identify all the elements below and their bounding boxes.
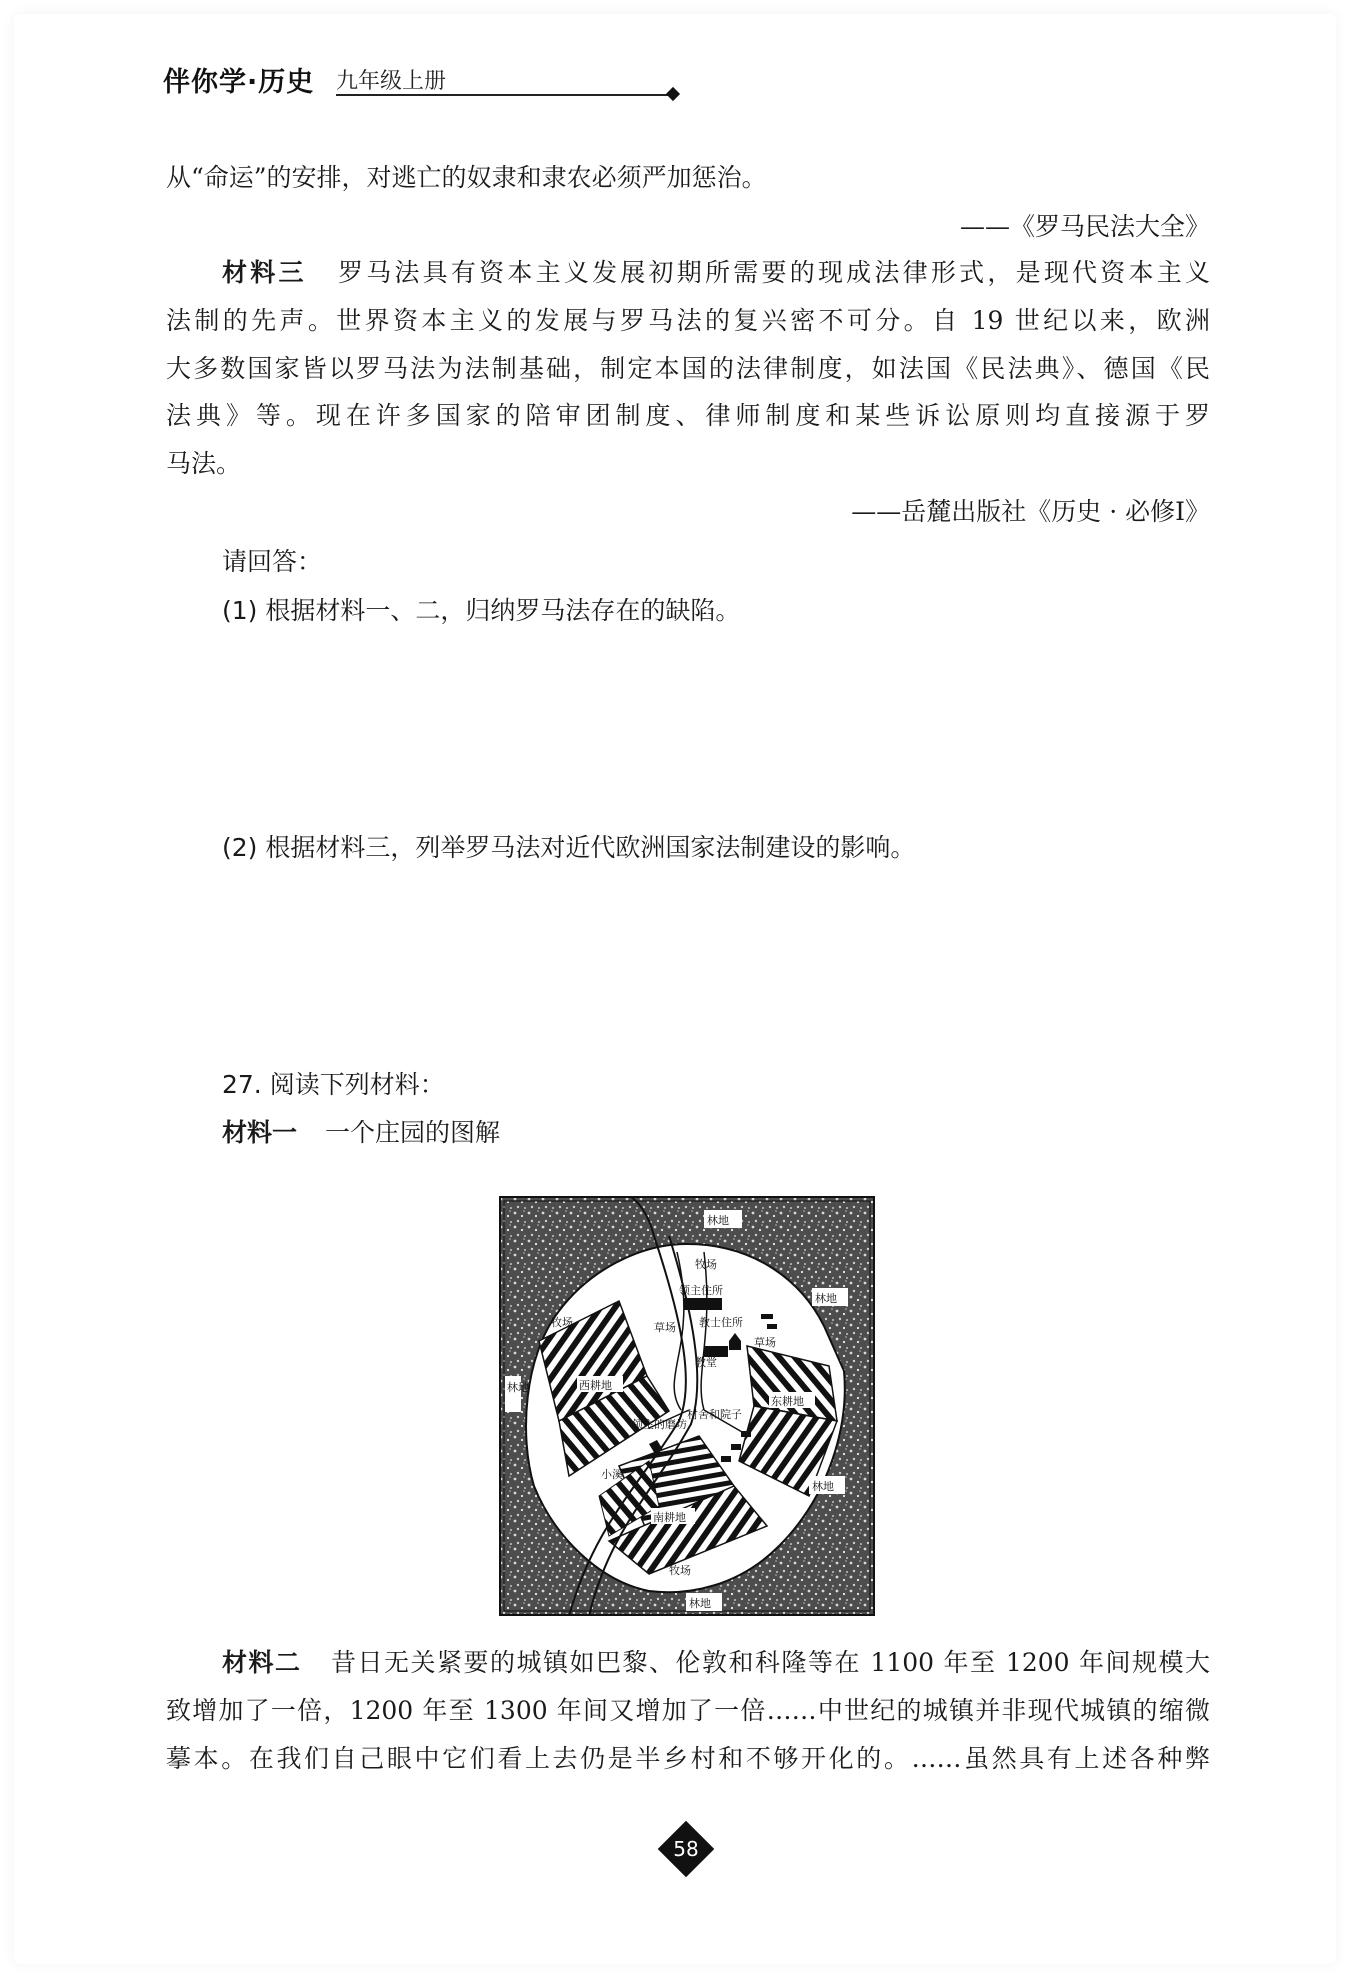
header-rule [336, 94, 671, 96]
material-three-label: 材料三 [222, 258, 307, 287]
manor-diagram-svg [499, 1196, 875, 1616]
grade-label: 九年级上册 [336, 69, 447, 94]
lord-house-icon [684, 1298, 722, 1310]
label-village: 村舍和院子 [687, 1408, 742, 1421]
question-2: (2) 根据材料三，列举罗马法对近代欧洲国家法制建设的影响。 [222, 833, 916, 862]
label-stream: 小溪 [601, 1468, 623, 1481]
page-number: 58 [673, 1837, 699, 1861]
material-three-text: 罗马法具有资本主义发展初期所需要的现成法律形式，是现代资本主义 [334, 258, 1210, 287]
text-line: 马法。 [166, 449, 242, 478]
question-1: (1) 根据材料一、二，归纳罗马法存在的缺陷。 [222, 596, 741, 625]
page-header [163, 56, 523, 104]
page-number-badge [661, 1824, 711, 1874]
question-prompt: 请回答： [222, 547, 323, 576]
material-two-label: 材料二 [222, 1648, 302, 1677]
label-forest-southeast: 林地 [812, 1480, 834, 1493]
label-church: 教堂 [695, 1356, 717, 1369]
label-priest-house: 教士住所 [699, 1316, 743, 1329]
manor-diagram [499, 1196, 875, 1616]
source-citation: ——《罗马民法大全》 [959, 212, 1210, 241]
label-west-field: 西耕地 [579, 1379, 612, 1392]
label-lord-mill: 领主的磨坊 [632, 1418, 687, 1431]
text-line: 法典》等。现在许多国家的陪审团制度、律师制度和某些诉讼原则均直接源于罗 [166, 401, 1210, 430]
label-pasture-north: 牧场 [695, 1258, 717, 1271]
label-meadow-east: 草场 [754, 1336, 776, 1349]
text-line: 大多数国家皆以罗马法为法制基础，制定本国的法律制度，如法国《民法典》、德国《民 [166, 354, 1210, 383]
label-pasture-south: 牧场 [669, 1564, 691, 1577]
label-pasture-west: 牧场 [551, 1316, 573, 1329]
label-east-field: 东耕地 [771, 1395, 804, 1408]
material-one-label: 材料一 [222, 1118, 298, 1147]
material-two-text: 昔日无关紧要的城镇如巴黎、伦敦和科隆等在 1100 年至 1200 年间规模大 [329, 1648, 1210, 1677]
text-line: 摹本。在我们自己眼中它们看上去仍是半乡村和不够开化的。……虽然具有上述各种弊 [166, 1744, 1210, 1773]
material-one-title: 一个庄园的图解 [325, 1118, 501, 1147]
source-citation: ——岳麓出版社《历史 · 必修Ⅰ》 [851, 497, 1210, 526]
material-two-line [222, 1646, 1210, 1680]
text-line: 法制的先声。世界资本主义的发展与罗马法的复兴密不可分。自 19 世纪以来，欧洲 [166, 306, 1210, 335]
label-south-field: 南耕地 [653, 1511, 686, 1524]
question-27: 27. 阅读下列材料： [222, 1070, 445, 1099]
material-three-line [222, 256, 1210, 290]
text-line: 从“命运”的安排，对逃亡的奴隶和隶农必须严加惩治。 [166, 163, 767, 192]
text-line: 致增加了一倍，1200 年至 1300 年间又增加了一倍……中世纪的城镇并非现代城镇的缩微 [166, 1696, 1210, 1725]
label-forest-north: 林地 [707, 1214, 729, 1227]
label-lord-house: 领主住所 [679, 1284, 723, 1297]
label-forest-northeast: 林地 [815, 1292, 837, 1305]
label-forest-west: 林地 [507, 1381, 529, 1394]
label-forest-south: 林地 [689, 1597, 711, 1610]
label-meadow-west: 草场 [654, 1321, 676, 1334]
book-title: 伴你学·历史 [163, 67, 315, 98]
material-one-line [222, 1116, 1210, 1150]
